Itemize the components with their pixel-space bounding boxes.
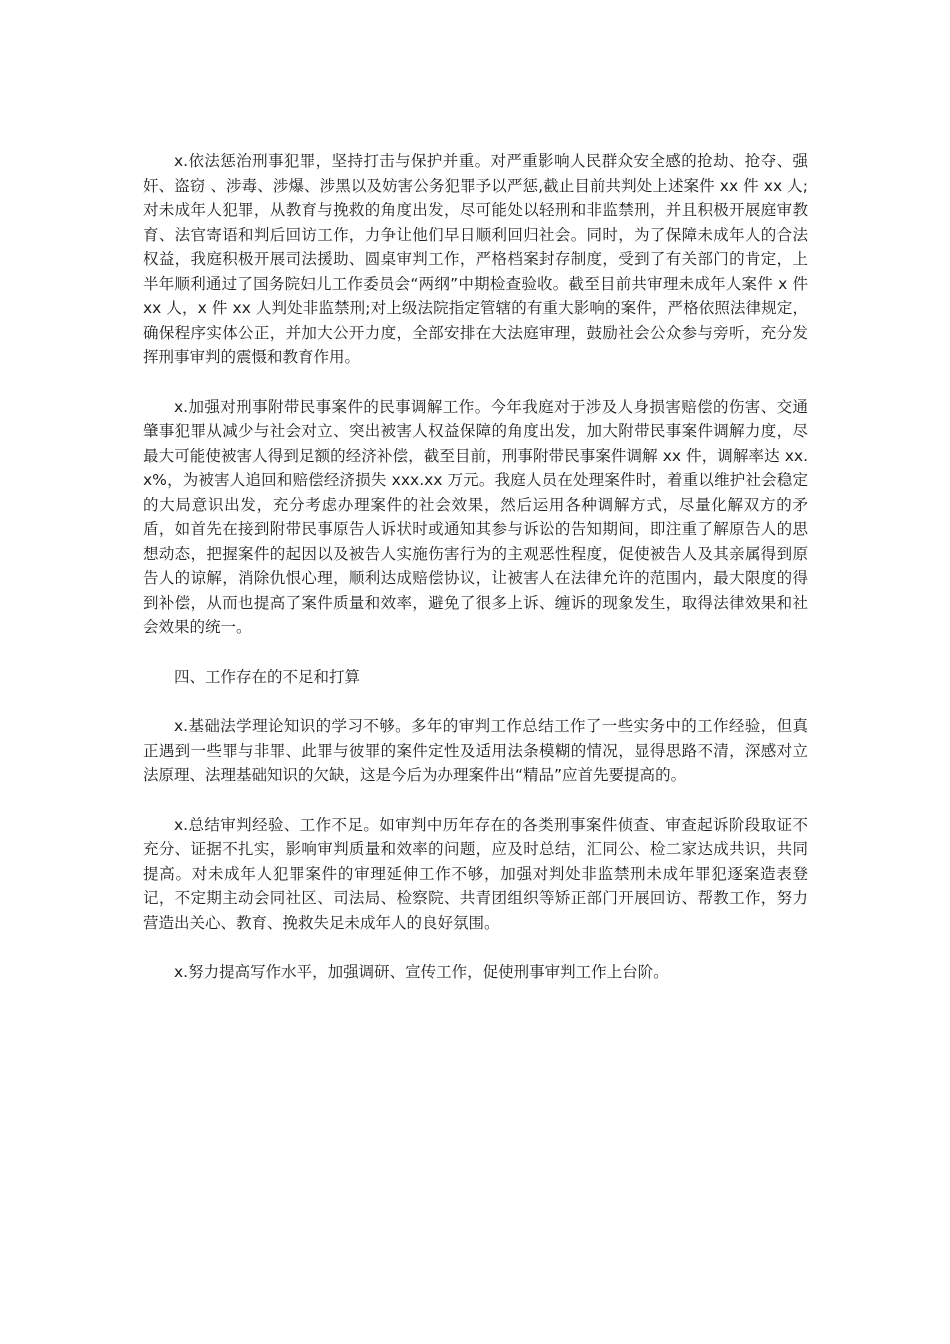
- section-heading-shortcomings: 四、工作存在的不足和打算: [174, 667, 361, 686]
- paragraph-civil-mediation: x.加强对刑事附带民事案件的民事调解工作。今年我庭对于涉及人身损害赔偿的伤害、交通肇事犯罪从减少与社会对立、突出被害人权益保障的角度出发，加大附带民事案件调解力度，尽最大可能使被害人得到足额的经济补偿，截至目前，刑事附带民事案件调解 xx 件，调解率达 xx.x%，为被害人追回和赔偿经济损失 xxx.xx 万元。我庭人员在处理案件时，着重以维护社会稳定的大局意识出发，充分考虑办理案件的社会效果，然后运用各种调解方式，尽量化解双方的矛盾，如首先在接到附带民事原告人诉状时或通知其参与诉讼的告知期间，即注重了解原告人的思想动态，把握案件的起因以及被告人实施伤害行为的主观恶性程度，促使被告人及其亲属得到原告人的谅解，消除仇恨心理，顺利达成赔偿协议，让被害人在法律允许的范围内，最大限度的得到补偿，从而也提高了案件质量和效率，避免了很多上诉、缠诉的现象发生，取得法律效果和社会效果的统一。: [143, 397, 808, 636]
- paragraph-theory-study: x.基础法学理论知识的学习不够。多年的审判工作总结工作了一些实务中的工作经验，但真正遇到一些罪与非罪、此罪与彼罪的案件定性及适用法条模糊的情况，显得思路不清，深感对立法原理、法理基础知识的欠缺，这是今后为办理案件出“精品”应首先要提高的。: [143, 717, 808, 784]
- paragraph-criminal-punishment: x.依法惩治刑事犯罪，坚持打击与保护并重。对严重影响人民群众安全感的抢劫、抢夺、强奸、盗窃 、涉毒、涉爆、涉黑以及妨害公务犯罪予以严惩,截止目前共判处上述案件 xx 件 xx 人;对未成年人犯罪，从教育与挽救的角度出发，尽可能处以轻刑和非监禁刑，并且积极开展庭审教育、法官寄语和判后回访工作，力争让他们早日顺利回归社会。同时，为了保障未成年人的合法权益，我庭积极开展司法援助、圆桌审判工作，严格档案封存制度，受到了有关部门的肯定，上半年顺利通过了国务院妇儿工作委员会“两纲”中期检查验收。截至目前共审理未成年人案件 x 件 xx 人，x 件 xx 人判处非监禁刑;对上级法院指定管辖的有重大影响的案件，严格依照法律规定，确保程序实体公正，并加大公开力度，全部安排在大法庭审理，鼓励社会公众参与旁听，充分发挥刑事审判的震慑和教育作用。: [143, 152, 808, 366]
- paragraph-improve-writing: x.努力提高写作水平，加强调研、宣传工作，促使刑事审判工作上台阶。: [174, 963, 669, 981]
- document-page: [143, 149, 808, 1010]
- paragraph-summarize-experience: x.总结审判经验、工作不足。如审判中历年存在的各类刑事案件侦查、审查起诉阶段取证不充分、证据不扎实，影响审判质量和效率的问题，应及时总结，汇同公、检二家达成共识，共同提高。对未成年人犯罪案件的审理延伸工作不够，加强对判处非监禁刑未成年罪犯逐案造表登记，不定期主动会同社区、司法局、检察院、共青团组织等矫正部门开展回访、帮教工作，努力营造出关心、教育、挽救失足未成年人的良好氛围。: [143, 815, 808, 932]
